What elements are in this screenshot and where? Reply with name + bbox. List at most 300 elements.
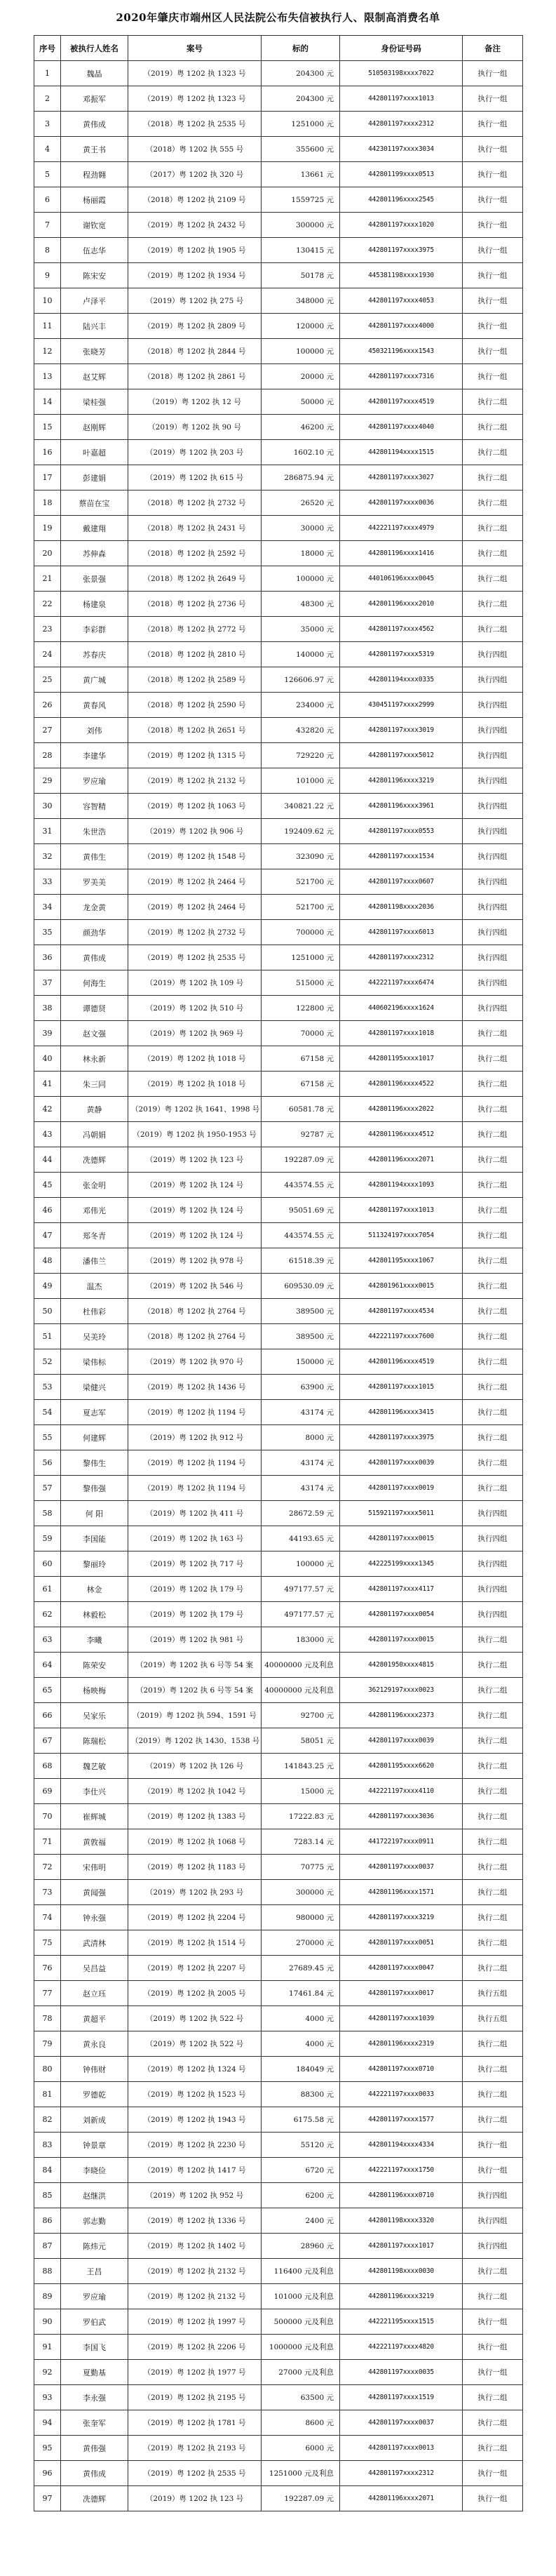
amount-cell: 55120 元: [262, 2133, 340, 2158]
row-index-cell: 39: [34, 1021, 61, 1046]
table-row: [34, 1804, 523, 1829]
id-number-cell: 441722197xxxx0911: [340, 1829, 463, 1855]
note-cell: 执行一组: [463, 314, 523, 339]
note-cell: 执行一组: [463, 288, 523, 314]
case-number-cell: （2017）粤 1202 执 320 号: [128, 162, 262, 187]
note-cell: 执行二组: [463, 1425, 523, 1450]
note-cell: 执行二组: [463, 440, 523, 465]
amount-cell: 141843.25 元: [262, 1754, 340, 1779]
table-row: [34, 516, 523, 541]
person-name-cell: 张晓芳: [61, 339, 128, 364]
row-index-cell: 60: [34, 1551, 61, 1577]
person-name-cell: 黎伟强: [61, 1476, 128, 1501]
note-cell: 执行二组: [463, 1653, 523, 1678]
table-row: [34, 2082, 523, 2107]
case-number-cell: （2019）粤 1202 执 1194 号: [128, 1450, 262, 1476]
row-index-cell: 64: [34, 1653, 61, 1678]
amount-cell: 63900 元: [262, 1375, 340, 1400]
note-cell: 执行一组: [463, 86, 523, 112]
amount-cell: 443574.55 元: [262, 1173, 340, 1198]
person-name-cell: 李晓俭: [61, 2158, 128, 2183]
table-body: [34, 61, 523, 2511]
amount-cell: 192287.09 元: [262, 2486, 340, 2511]
person-name-cell: 魏艺敏: [61, 1754, 128, 1779]
person-name-cell: 陈炜元: [61, 2234, 128, 2259]
person-name-cell: 苏伸森: [61, 541, 128, 566]
case-number-cell: （2019）粤 1202 执 2732 号: [128, 920, 262, 945]
id-number-cell: 442801197xxxx0051: [340, 1930, 463, 1956]
case-number-cell: （2018）粤 1202 执 2431 号: [128, 516, 262, 541]
amount-cell: 48300 元: [262, 592, 340, 617]
person-name-cell: 郑冬青: [61, 1223, 128, 1248]
id-number-cell: 442221197xxxx4110: [340, 1779, 463, 1804]
row-index-cell: 40: [34, 1046, 61, 1072]
row-index-cell: 47: [34, 1223, 61, 1248]
id-number-cell: 442801197xxxx3975: [340, 1425, 463, 1450]
id-number-cell: 442801197xxxx4519: [340, 389, 463, 415]
case-number-cell: （2019）粤 1202 执 1548 号: [128, 844, 262, 869]
row-index-cell: 33: [34, 869, 61, 895]
id-number-cell: 440602196xxxx1624: [340, 996, 463, 1021]
case-number-cell: （2018）粤 1202 执 2535 号: [128, 112, 262, 137]
note-cell: 执行一组: [463, 162, 523, 187]
note-cell: 执行二组: [463, 2284, 523, 2309]
row-index-cell: 3: [34, 112, 61, 137]
person-name-cell: 夏志军: [61, 1400, 128, 1425]
amount-cell: 6720 元: [262, 2158, 340, 2183]
person-name-cell: 黄伟成: [61, 112, 128, 137]
case-number-cell: （2019）粤 1202 执 12 号: [128, 389, 262, 415]
table-row: [34, 1173, 523, 1198]
table-row: [34, 364, 523, 389]
amount-cell: 116400 元及利息: [262, 2259, 340, 2284]
amount-cell: 443574.55 元: [262, 1223, 340, 1248]
person-name-cell: 黄伟强: [61, 2436, 128, 2461]
note-cell: 执行四组: [463, 2208, 523, 2234]
table-header-row: [34, 36, 523, 61]
id-number-cell: 511324197xxxx7054: [340, 1223, 463, 1248]
id-number-cell: 442801197xxxx4534: [340, 1299, 463, 1324]
case-number-cell: （2019）粤 1202 执 906 号: [128, 819, 262, 844]
note-cell: 执行一组: [463, 2335, 523, 2360]
amount-cell: 204300 元: [262, 61, 340, 86]
person-name-cell: 张景强: [61, 566, 128, 592]
case-number-cell: （2019）粤 1202 执 1781 号: [128, 2410, 262, 2436]
id-number-cell: 442801197xxxx3975: [340, 238, 463, 263]
table-row: [34, 2107, 523, 2133]
person-name-cell: 容智精: [61, 794, 128, 819]
row-index-cell: 57: [34, 1476, 61, 1501]
id-number-cell: 442801961xxxx0015: [340, 1274, 463, 1299]
case-number-cell: （2019）粤 1202 执 952 号: [128, 2183, 262, 2208]
case-number-cell: （2019）粤 1202 执 2005 号: [128, 1981, 262, 2006]
amount-cell: 323090 元: [262, 844, 340, 869]
person-name-cell: 黄超平: [61, 2006, 128, 2031]
person-name-cell: 王昌: [61, 2259, 128, 2284]
table-row: [34, 263, 523, 288]
row-index-cell: 77: [34, 1981, 61, 2006]
table-row: [34, 440, 523, 465]
row-index-cell: 22: [34, 592, 61, 617]
note-cell: 执行一组: [463, 364, 523, 389]
row-index-cell: 63: [34, 1627, 61, 1653]
row-index-cell: 24: [34, 642, 61, 667]
note-cell: 执行四组: [463, 996, 523, 1021]
note-cell: 执行一组: [463, 2158, 523, 2183]
case-number-cell: （2018）粤 1202 执 2772 号: [128, 617, 262, 642]
row-index-cell: 78: [34, 2006, 61, 2031]
person-name-cell: 黄王书: [61, 137, 128, 162]
person-name-cell: 刘伟: [61, 718, 128, 743]
row-index-cell: 81: [34, 2082, 61, 2107]
row-index-cell: 85: [34, 2183, 61, 2208]
case-number-cell: （2019）粤 1202 执 615 号: [128, 465, 262, 490]
case-number-cell: （2019）粤 1202 执 546 号: [128, 1274, 262, 1299]
note-cell: 执行四组: [463, 768, 523, 794]
id-number-cell: 442801196xxxx4522: [340, 1072, 463, 1097]
case-number-cell: （2019）粤 1202 执 522 号: [128, 2031, 262, 2057]
note-cell: 执行四组: [463, 2234, 523, 2259]
case-number-cell: （2019）粤 1202 执 1523 号: [128, 2082, 262, 2107]
amount-cell: 1559725 元: [262, 187, 340, 213]
person-name-cell: 温杰: [61, 1274, 128, 1299]
row-index-cell: 5: [34, 162, 61, 187]
id-number-cell: 442801196xxxx3961: [340, 794, 463, 819]
person-name-cell: 潘伟兰: [61, 1248, 128, 1274]
person-name-cell: 黄敦福: [61, 1829, 128, 1855]
table-row: [34, 1956, 523, 1981]
table-row: [34, 465, 523, 490]
note-cell: 执行二组: [463, 2259, 523, 2284]
id-number-cell: 442801194xxxx1515: [340, 440, 463, 465]
id-number-cell: 442801197xxxx5012: [340, 743, 463, 768]
person-name-cell: 何 阳: [61, 1501, 128, 1526]
amount-cell: 70000 元: [262, 1021, 340, 1046]
case-number-cell: （2019）粤 1202 执 522 号: [128, 2006, 262, 2031]
id-number-cell: 442801197xxxx0607: [340, 869, 463, 895]
person-name-cell: 林毅松: [61, 1602, 128, 1627]
person-name-cell: 赵刚辉: [61, 415, 128, 440]
id-number-cell: 442801197xxxx0035: [340, 2360, 463, 2385]
id-number-cell: 442801196xxxx3219: [340, 768, 463, 794]
person-name-cell: 梁桂强: [61, 389, 128, 415]
id-number-cell: 442801195xxxx6620: [340, 1754, 463, 1779]
table-row: [34, 238, 523, 263]
case-number-cell: （2019）粤 1202 执 2230 号: [128, 2133, 262, 2158]
id-number-cell: 442801197xxxx1577: [340, 2107, 463, 2133]
amount-cell: 17222.83 元: [262, 1804, 340, 1829]
person-name-cell: 朱三同: [61, 1072, 128, 1097]
amount-cell: 43174 元: [262, 1400, 340, 1425]
note-cell: 执行二组: [463, 2385, 523, 2410]
case-number-cell: （2018）粤 1202 执 2649 号: [128, 566, 262, 592]
table-row: [34, 693, 523, 718]
row-index-cell: 53: [34, 1375, 61, 1400]
amount-cell: 521700 元: [262, 895, 340, 920]
amount-cell: 26520 元: [262, 490, 340, 516]
note-cell: 执行二组: [463, 2057, 523, 2082]
note-cell: 执行二组: [463, 1198, 523, 1223]
person-name-cell: 邓振军: [61, 86, 128, 112]
amount-cell: 92700 元: [262, 1703, 340, 1728]
person-name-cell: 李曦: [61, 1627, 128, 1653]
case-number-cell: （2019）粤 1202 执 2204 号: [128, 1905, 262, 1930]
id-number-cell: 442801197xxxx4053: [340, 288, 463, 314]
person-name-cell: 伍志华: [61, 238, 128, 263]
row-index-cell: 30: [34, 794, 61, 819]
table-row: [34, 1880, 523, 1905]
table-row: [34, 61, 523, 86]
row-index-cell: 41: [34, 1072, 61, 1097]
note-cell: 执行一组: [463, 137, 523, 162]
case-number-cell: （2019）粤 1202 执 1977 号: [128, 2360, 262, 2385]
table-row: [34, 1349, 523, 1375]
header-amount: 标的: [262, 36, 340, 61]
row-index-cell: 38: [34, 996, 61, 1021]
case-number-cell: （2019）粤 1202 执 510 号: [128, 996, 262, 1021]
case-number-cell: （2019）粤 1202 执 717 号: [128, 1551, 262, 1577]
row-index-cell: 15: [34, 415, 61, 440]
amount-cell: 609530.09 元: [262, 1274, 340, 1299]
amount-cell: 67158 元: [262, 1072, 340, 1097]
case-number-cell: （2019）粤 1202 执 981 号: [128, 1627, 262, 1653]
amount-cell: 122800 元: [262, 996, 340, 1021]
note-cell: 执行一组: [463, 112, 523, 137]
id-number-cell: 442801950xxxx4815: [340, 1653, 463, 1678]
row-index-cell: 35: [34, 920, 61, 945]
case-number-cell: （2019）粤 1202 执 1417 号: [128, 2158, 262, 2183]
case-number-cell: （2019）粤 1202 执 2535 号: [128, 2461, 262, 2486]
person-name-cell: 张金明: [61, 1173, 128, 1198]
id-number-cell: 450321196xxxx1543: [340, 339, 463, 364]
table-row: [34, 2183, 523, 2208]
row-index-cell: 12: [34, 339, 61, 364]
person-name-cell: 卢泽平: [61, 288, 128, 314]
table-row: [34, 2031, 523, 2057]
person-name-cell: 钟景章: [61, 2133, 128, 2158]
amount-cell: 4000 元: [262, 2006, 340, 2031]
row-index-cell: 88: [34, 2259, 61, 2284]
case-number-cell: （2019）粤 1202 执 1934 号: [128, 263, 262, 288]
case-number-cell: （2019）粤 1202 执 1430、1538 号: [128, 1728, 262, 1754]
person-name-cell: 林永新: [61, 1046, 128, 1072]
id-number-cell: 442221197xxxx6474: [340, 970, 463, 996]
row-index-cell: 14: [34, 389, 61, 415]
case-number-cell: （2019）粤 1202 执 1324 号: [128, 2057, 262, 2082]
person-name-cell: 李国能: [61, 1526, 128, 1551]
note-cell: 执行二组: [463, 1779, 523, 1804]
table-row: [34, 1728, 523, 1754]
amount-cell: 500000 元及利息: [262, 2309, 340, 2335]
case-number-cell: （2019）粤 1202 执 1323 号: [128, 61, 262, 86]
table-row: [34, 1627, 523, 1653]
amount-cell: 27000 元及利息: [262, 2360, 340, 2385]
case-number-cell: （2019）粤 1202 执 6 号等 54 案: [128, 1653, 262, 1678]
row-index-cell: 28: [34, 743, 61, 768]
note-cell: 执行二组: [463, 490, 523, 516]
case-number-cell: （2019）粤 1202 执 1068 号: [128, 1829, 262, 1855]
table-row: [34, 86, 523, 112]
amount-cell: 140000 元: [262, 642, 340, 667]
note-cell: 执行二组: [463, 541, 523, 566]
case-number-cell: （2019）粤 1202 执 1018 号: [128, 1046, 262, 1072]
case-number-cell: （2018）粤 1202 执 2736 号: [128, 592, 262, 617]
table-row: [34, 1400, 523, 1425]
person-name-cell: 朱世浩: [61, 819, 128, 844]
amount-cell: 44193.65 元: [262, 1526, 340, 1551]
table-row: [34, 617, 523, 642]
note-cell: 执行二组: [463, 1147, 523, 1173]
id-number-cell: 442801197xxxx0017: [340, 1981, 463, 2006]
amount-cell: 67158 元: [262, 1046, 340, 1072]
table-row: [34, 1930, 523, 1956]
row-index-cell: 80: [34, 2057, 61, 2082]
note-cell: 执行二组: [463, 1046, 523, 1072]
person-name-cell: 邓伟光: [61, 1198, 128, 1223]
person-name-cell: 黎丽玲: [61, 1551, 128, 1577]
case-number-cell: （2018）粤 1202 执 2810 号: [128, 642, 262, 667]
case-number-cell: （2019）粤 1202 执 411 号: [128, 1501, 262, 1526]
case-number-cell: （2019）粤 1202 执 594、1591 号: [128, 1703, 262, 1728]
person-name-cell: 谢钦宽: [61, 213, 128, 238]
row-index-cell: 51: [34, 1324, 61, 1349]
note-cell: 执行二组: [463, 1728, 523, 1754]
note-cell: 执行二组: [463, 1299, 523, 1324]
person-name-cell: 戴建翔: [61, 516, 128, 541]
table-row: [34, 869, 523, 895]
case-number-cell: （2019）粤 1202 执 969 号: [128, 1021, 262, 1046]
row-index-cell: 83: [34, 2133, 61, 2158]
case-number-cell: （2019）粤 1202 执 1943 号: [128, 2107, 262, 2133]
table-row: [34, 1223, 523, 1248]
table-row: [34, 1299, 523, 1324]
id-number-cell: 442801196xxxx3219: [340, 2284, 463, 2309]
note-cell: 执行四组: [463, 642, 523, 667]
amount-cell: 126606.97 元: [262, 667, 340, 693]
person-name-cell: 李永强: [61, 2385, 128, 2410]
note-cell: 执行四组: [463, 1602, 523, 1627]
row-index-cell: 54: [34, 1400, 61, 1425]
amount-cell: 7283.14 元: [262, 1829, 340, 1855]
id-number-cell: 430451197xxxx2999: [340, 693, 463, 718]
person-name-cell: 钟永强: [61, 1905, 128, 1930]
id-number-cell: 442801197xxxx4000: [340, 314, 463, 339]
note-cell: 执行四组: [463, 945, 523, 970]
table-row: [34, 2057, 523, 2082]
table-row: [34, 1779, 523, 1804]
person-name-cell: 郭志勤: [61, 2208, 128, 2234]
id-number-cell: 442801194xxxx1093: [340, 1173, 463, 1198]
row-index-cell: 25: [34, 667, 61, 693]
table-row: [34, 996, 523, 1021]
id-number-cell: 442801197xxxx0039: [340, 1450, 463, 1476]
id-number-cell: 442801196xxxx1571: [340, 1880, 463, 1905]
table-row: [34, 794, 523, 819]
row-index-cell: 82: [34, 2107, 61, 2133]
amount-cell: 150000 元: [262, 1349, 340, 1375]
note-cell: 执行二组: [463, 2410, 523, 2436]
id-number-cell: 442801197xxxx1020: [340, 213, 463, 238]
amount-cell: 13661 元: [262, 162, 340, 187]
amount-cell: 30000 元: [262, 516, 340, 541]
id-number-cell: 442801197xxxx2312: [340, 2461, 463, 2486]
row-index-cell: 45: [34, 1173, 61, 1198]
case-number-cell: （2019）粤 1202 执 90 号: [128, 415, 262, 440]
row-index-cell: 37: [34, 970, 61, 996]
note-cell: 执行二组: [463, 2436, 523, 2461]
id-number-cell: 442801196xxxx4519: [340, 1349, 463, 1375]
id-number-cell: 442221197xxxx4820: [340, 2335, 463, 2360]
note-cell: 执行四组: [463, 895, 523, 920]
note-cell: 执行二组: [463, 1703, 523, 1728]
amount-cell: 340821.22 元: [262, 794, 340, 819]
row-index-cell: 2: [34, 86, 61, 112]
person-name-cell: 黄伟成: [61, 945, 128, 970]
row-index-cell: 31: [34, 819, 61, 844]
table-row: [34, 819, 523, 844]
amount-cell: 100000 元: [262, 1551, 340, 1577]
person-name-cell: 杨丽霞: [61, 187, 128, 213]
id-number-cell: 442801197xxxx1519: [340, 2385, 463, 2410]
amount-cell: 286875.94 元: [262, 465, 340, 490]
row-index-cell: 49: [34, 1274, 61, 1299]
amount-cell: 700000 元: [262, 920, 340, 945]
row-index-cell: 84: [34, 2158, 61, 2183]
table-row: [34, 137, 523, 162]
row-index-cell: 87: [34, 2234, 61, 2259]
table-row: [34, 1754, 523, 1779]
note-cell: 执行二组: [463, 1829, 523, 1855]
note-cell: 执行四组: [463, 1501, 523, 1526]
case-number-cell: （2019）粤 1202 执 2207 号: [128, 1956, 262, 1981]
person-name-cell: 黄永良: [61, 2031, 128, 2057]
page-title: 2020年肇庆市端州区人民法院公布失信被执行人、限制高消费名单: [116, 11, 440, 24]
row-index-cell: 42: [34, 1097, 61, 1122]
table-row: [34, 1324, 523, 1349]
case-number-cell: （2019）粤 1202 执 2535 号: [128, 945, 262, 970]
id-number-cell: 442221197xxxx1750: [340, 2158, 463, 2183]
table-row: [34, 213, 523, 238]
id-number-cell: 442801197xxxx0015: [340, 1627, 463, 1653]
row-index-cell: 59: [34, 1526, 61, 1551]
note-cell: 执行二组: [463, 1122, 523, 1147]
table-row: [34, 1855, 523, 1880]
person-name-cell: 黄广城: [61, 667, 128, 693]
case-number-cell: （2019）粤 1202 执 1383 号: [128, 1804, 262, 1829]
table-row: [34, 920, 523, 945]
amount-cell: 60581.78 元: [262, 1097, 340, 1122]
note-cell: 执行二组: [463, 1678, 523, 1703]
header-index: 序号: [34, 36, 61, 61]
amount-cell: 50178 元: [262, 263, 340, 288]
row-index-cell: 23: [34, 617, 61, 642]
case-number-cell: （2019）粤 1202 执 1402 号: [128, 2234, 262, 2259]
row-index-cell: 86: [34, 2208, 61, 2234]
note-cell: 执行二组: [463, 1754, 523, 1779]
person-name-cell: 吴家乐: [61, 1703, 128, 1728]
case-number-cell: （2019）粤 1202 执 1950-1953 号: [128, 1122, 262, 1147]
row-index-cell: 71: [34, 1829, 61, 1855]
case-number-cell: （2019）粤 1202 执 970 号: [128, 1349, 262, 1375]
table-row: [34, 566, 523, 592]
table-row: [34, 2461, 523, 2486]
row-index-cell: 95: [34, 2436, 61, 2461]
note-cell: 执行二组: [463, 1097, 523, 1122]
case-number-cell: （2019）粤 1202 执 1194 号: [128, 1400, 262, 1425]
id-number-cell: 442801198xxxx0030: [340, 2259, 463, 2284]
id-number-cell: 440106196xxxx0045: [340, 566, 463, 592]
row-index-cell: 36: [34, 945, 61, 970]
